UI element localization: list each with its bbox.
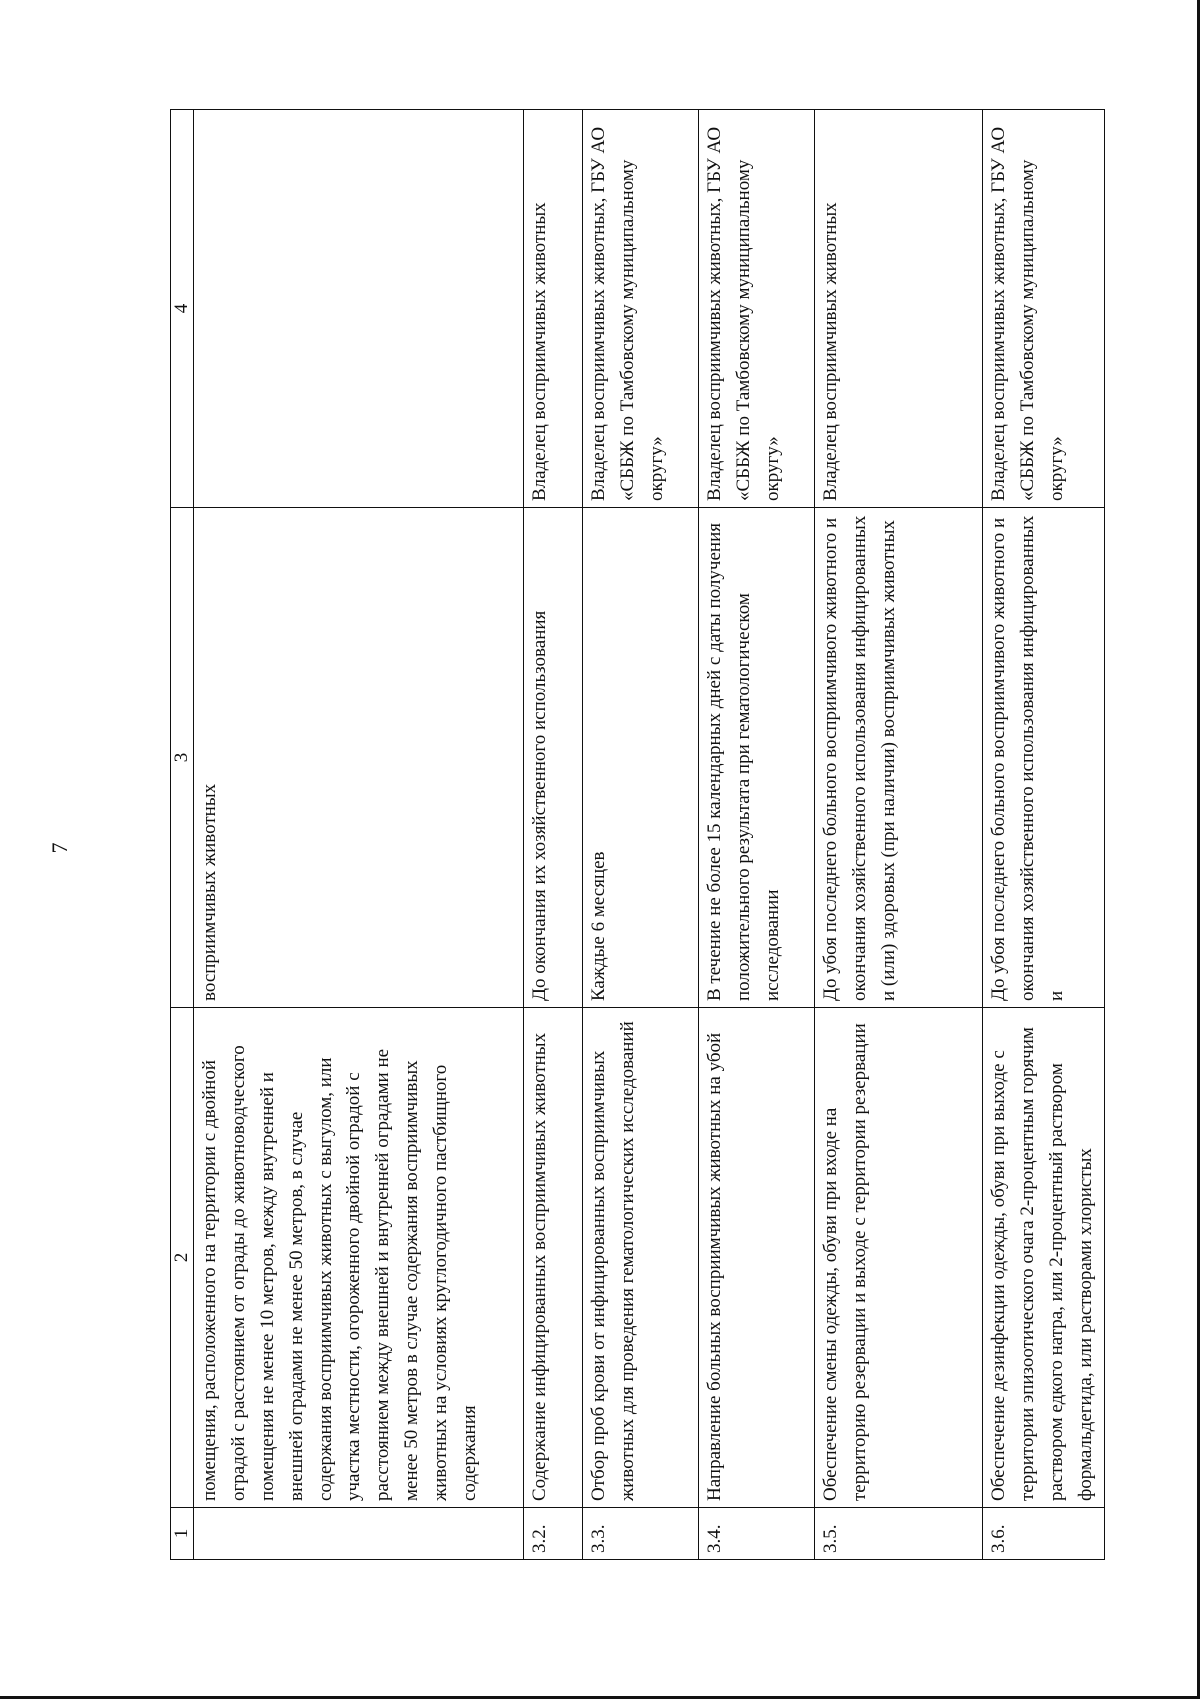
term-cell: До окончания их хозяйственного использования bbox=[524, 508, 583, 1008]
header-col-4: 4 bbox=[171, 110, 194, 508]
measures-table bbox=[170, 109, 1105, 1560]
responsible-cell: Владелец восприимчивых животных, ГБУ АО «СББЖ по Тамбовскому муниципальному округу» bbox=[583, 110, 699, 508]
table-row bbox=[583, 110, 699, 1560]
measure-cell: Обеспечение смены одежды, обуви при входе на территорию резервации и выходе с территории резервации bbox=[815, 1008, 983, 1508]
responsible-cell: Владелец восприимчивых животных bbox=[815, 110, 983, 508]
term-cell: До убоя последнего больного восприимчивого животного и окончания хозяйственного использования инфицированных и bbox=[983, 508, 1105, 1008]
rotated-table-wrapper bbox=[170, 110, 1120, 1560]
table-row bbox=[699, 110, 815, 1560]
header-col-2: 2 bbox=[171, 1008, 194, 1508]
measure-cell: Отбор проб крови от инфицированных восприимчивых животных для проведения гематологических исследований bbox=[583, 1008, 699, 1508]
term-cell: восприимчивых животных bbox=[194, 508, 524, 1008]
measure-cell: Направление больных восприимчивых животных на убой bbox=[699, 1008, 815, 1508]
header-col-3: 3 bbox=[171, 508, 194, 1008]
row-number: 3.5. bbox=[815, 1508, 983, 1560]
measure-cell: Содержание инфицированных восприимчивых животных bbox=[524, 1008, 583, 1508]
measure-cell: помещения, расположенного на территории с двойной оградой с расстоянием от ограды до животноводческого помещения не менее 10 метров, между внутренней и внешней оградами не менее 50 метров, в случае содержания восприимчивых животных с выгулом, или участка местности, огороженного двойной оградой с расстоянием между внешней и внутренней оградами не менее 50 метров в случае содержания восприимчивых животных на условиях круглогодичного пастбищного содержания bbox=[194, 1008, 524, 1508]
measure-cell: Обеспечение дезинфекции одежды, обуви при выходе с территории эпизоотического очага 2-процентным горячим раствором едкого натра, или 2-процентный раствором формальдегида, или растворами хлористых bbox=[983, 1008, 1105, 1508]
table-row bbox=[983, 110, 1105, 1560]
header-col-1: 1 bbox=[171, 1508, 194, 1560]
row-number bbox=[194, 1508, 524, 1560]
page-number: 7 bbox=[47, 842, 72, 854]
table-header-row bbox=[171, 110, 194, 1560]
responsible-cell: Владелец восприимчивых животных, ГБУ АО «СББЖ по Тамбовскому муниципальному округу» bbox=[983, 110, 1105, 508]
responsible-cell: Владелец восприимчивых животных, ГБУ АО «СББЖ по Тамбовскому муниципальному округу» bbox=[699, 110, 815, 508]
row-number: 3.3. bbox=[583, 1508, 699, 1560]
row-number: 3.6. bbox=[983, 1508, 1105, 1560]
table-row bbox=[815, 110, 983, 1560]
responsible-cell bbox=[194, 110, 524, 508]
term-cell: До убоя последнего больного восприимчивого животного и окончания хозяйственного использования инфицированных и (или) здоровых (при наличии) восприимчивых животных bbox=[815, 508, 983, 1008]
row-number: 3.4. bbox=[699, 1508, 815, 1560]
table-row bbox=[194, 110, 524, 1560]
term-cell: В течение не более 15 календарных дней с даты получения положительного результата при гематологическом исследовании bbox=[699, 508, 815, 1008]
term-cell: Каждые 6 месяцев bbox=[583, 508, 699, 1008]
table-row bbox=[524, 110, 583, 1560]
responsible-cell: Владелец восприимчивых животных bbox=[524, 110, 583, 508]
row-number: 3.2. bbox=[524, 1508, 583, 1560]
